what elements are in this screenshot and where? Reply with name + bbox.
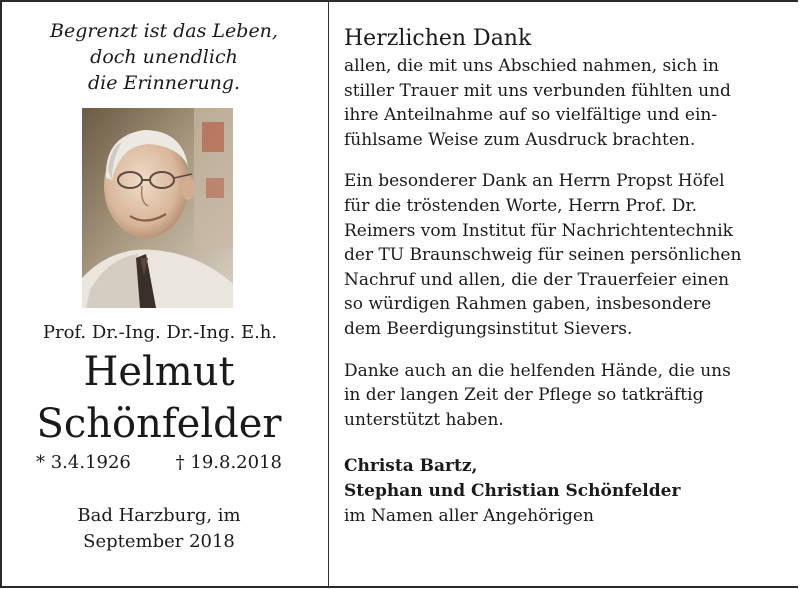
signer-line: Christa Bartz, <box>344 456 478 477</box>
text-line: in der langen Zeit der Pflege so tatkräftig <box>344 385 704 406</box>
left-column <box>0 0 328 586</box>
signer-note: im Namen aller Angehörigen <box>344 505 594 526</box>
place-line: Bad Harzburg, im <box>77 505 241 526</box>
text-line: für die tröstenden Worte, Herrn Prof. Dr. <box>344 195 698 216</box>
text-line: stiller Trauer mit uns verbunden fühlten und <box>344 80 731 101</box>
text-line: so würdigen Rahmen gaben, insbesondere <box>344 294 712 315</box>
last-name: Schönfelder <box>36 401 282 447</box>
text-line: fühlsame Weise zum Ausdruck brachten. <box>344 129 696 150</box>
text-line: der TU Braunschweig für seinen persönlichen <box>344 245 742 266</box>
motto-line: die Erinnerung. <box>87 72 241 94</box>
death-date: † 19.8.2018 <box>175 452 282 473</box>
thanks-paragraph <box>344 359 784 433</box>
motto <box>0 18 328 96</box>
motto-line: doch unendlich <box>90 46 238 68</box>
text-line: ihre Anteilnahme auf so vielfältige und ein- <box>344 105 718 126</box>
text-line: Nachruf und allen, die der Trauerfeier einen <box>344 269 730 290</box>
motto-line: Begrenzt ist das Leben, <box>50 20 278 42</box>
date-line: September 2018 <box>83 531 235 552</box>
text-line: dem Beerdigungsinstitut Sievers. <box>344 318 633 339</box>
text-line: allen, die mit uns Abschied nahmen, sich in <box>344 56 719 76</box>
text-line: Reimers vom Institut für Nachrichtentechnik <box>344 220 733 241</box>
academic-titles: Prof. Dr.-Ing. Dr.-Ing. E.h. <box>42 322 278 343</box>
portrait-photo <box>82 108 233 308</box>
life-dates <box>36 452 282 473</box>
text-line: Danke auch an die helfenden Hände, die uns <box>344 360 731 381</box>
right-column <box>344 24 784 528</box>
column-divider <box>328 0 329 586</box>
first-name: Helmut <box>83 349 235 395</box>
signer-line: Stephan und Christian Schönfelder <box>344 480 681 501</box>
text-line: unterstützt haben. <box>344 409 504 430</box>
birth-date: * 3.4.1926 <box>36 452 131 473</box>
text-line: Ein besonderer Dank an Herrn Propst Höfel <box>344 171 725 192</box>
thanks-paragraph <box>344 169 784 341</box>
place-and-date <box>0 503 318 555</box>
thanks-heading: Herzlichen Dank <box>344 26 532 51</box>
signature <box>344 454 784 528</box>
thanks-paragraph <box>344 54 784 152</box>
